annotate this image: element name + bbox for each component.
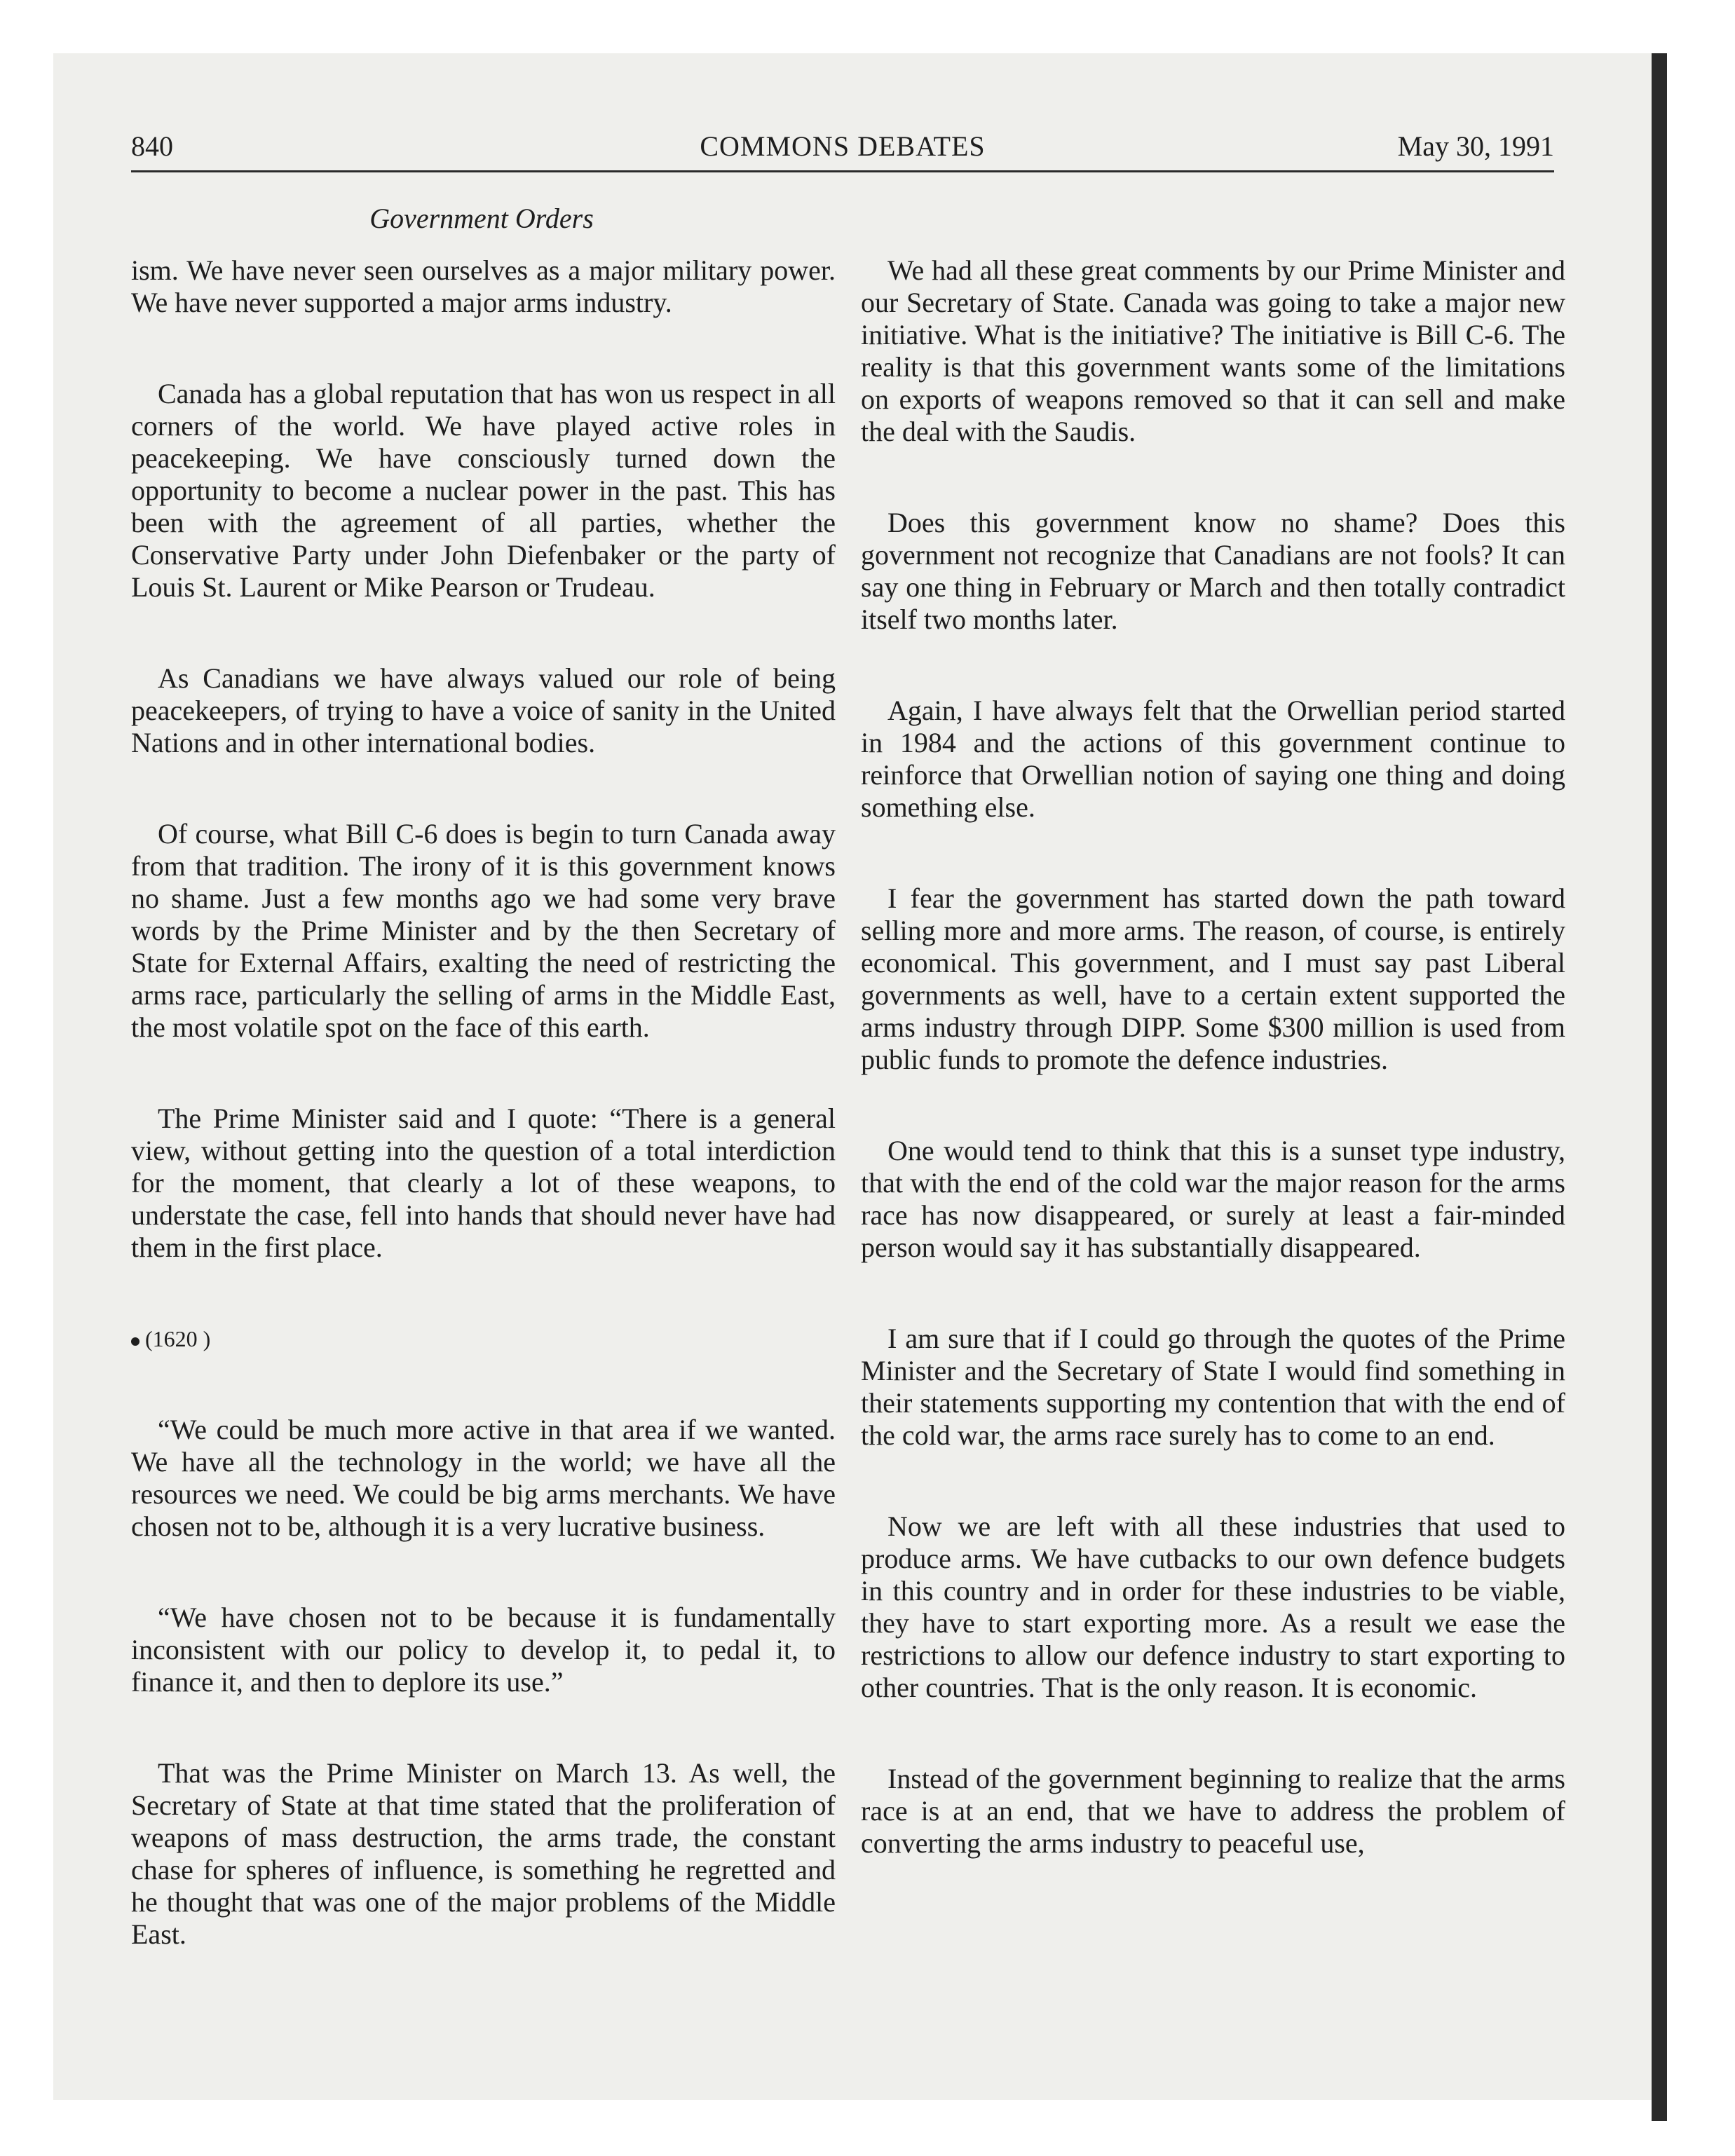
bullet-icon xyxy=(131,1337,140,1346)
paragraph: Instead of the government beginning to realize that the arms race is at an end, that we have to address the problem of converting the arms industry to peaceful use, xyxy=(861,1763,1565,1859)
paragraph: As Canadians we have always valued our role of being peacekeepers, of trying to have a voice of sanity in the United Nations and in other international bodies. xyxy=(131,662,836,758)
left-column xyxy=(131,254,836,2010)
time-marker xyxy=(131,1323,836,1355)
paragraph: One would tend to think that this is a sunset type industry, that with the end of the cold war the major reason for the arms race has now disappeared, or surely at least a fair-minded person would say it has substantially disappeared. xyxy=(861,1135,1565,1263)
page-header xyxy=(131,130,1554,169)
paragraph: Now we are left with all these industries that used to produce arms. We have cutbacks to our own defence budgets in this country and in order for these industries to be viable, they have to start exporting more. As a result we ease the restrictions to allow our defence industry to start exporting to other countries. That is the only reason. It is economic. xyxy=(861,1510,1565,1703)
scan-edge-shadow xyxy=(1652,53,1667,2121)
time-marker-text: (1620 ) xyxy=(145,1326,211,1351)
publication-date: May 30, 1991 xyxy=(1397,130,1554,162)
paragraph: Canada has a global reputation that has won us respect in all corners of the world. We have played active roles in peacekeeping. We have consciously turned down the opportunity to become a nuclear power in the past. This has been with the agreement of all parties, whether the Conservative Party under John Diefenbaker or the party of Louis St. Laurent or Mike Pearson or Trudeau. xyxy=(131,378,836,603)
paragraph: Of course, what Bill C-6 does is begin to turn Canada away from that tradition. The irony of it is this government knows no shame. Just a few months ago we had some very brave words by the Prime Minister and by the then Secretary of State for External Affairs, exalting the need of restricting the arms race, particularly the selling of arms in the Middle East, the most volatile spot on the face of this earth. xyxy=(131,818,836,1043)
publication-title: COMMONS DEBATES xyxy=(700,130,986,162)
paragraph: Again, I have always felt that the Orwellian period started in 1984 and the actions of this government continue to reinforce that Orwellian notion of saying one thing and doing something else. xyxy=(861,695,1565,823)
paragraph: ism. We have never seen ourselves as a major military power. We have never supported a major arms industry. xyxy=(131,254,836,318)
paragraph: That was the Prime Minister on March 13. As well, the Secretary of State at that time stated that the proliferation of weapons of mass destruction, the arms trade, the constant chase for spheres of influence, is something he regretted and he thought that was one of the major problems of the Middle East. xyxy=(131,1757,836,1950)
paragraph: Does this government know no shame? Does this government not recognize that Canadians are not fools? It can say one thing in February or March and then totally contradict itself two months later. xyxy=(861,507,1565,635)
page-number: 840 xyxy=(131,130,173,162)
header-rule xyxy=(131,170,1554,172)
paragraph: The Prime Minister said and I quote: “There is a general view, without getting into the question of a total interdiction for the moment, that clearly a lot of these weapons, to understate the case, fell into hands that should never have had them in the first place. xyxy=(131,1103,836,1263)
section-title: Government Orders xyxy=(369,203,594,234)
paragraph: “We have chosen not to be because it is fundamentally inconsistent with our policy to develop it, to pedal it, to finance it, and then to deplore its use.” xyxy=(131,1602,836,1698)
right-column xyxy=(861,254,1565,1918)
paragraph: I fear the government has started down the path toward selling more and more arms. The reason, of course, is entirely economical. This government, and I must say past Liberal governments as well, have to a certain extent supported the arms industry through DIPP. Some $300 million is used from public funds to promote the defence industries. xyxy=(861,882,1565,1075)
paragraph: “We could be much more active in that area if we wanted. We have all the technology in the world; we have all the resources we need. We could be big arms merchants. We have chosen not to be, although it is a very lucrative business. xyxy=(131,1414,836,1542)
paragraph: I am sure that if I could go through the quotes of the Prime Minister and the Secretary of State I would find something in their statements supporting my contention that with the end of the cold war, the arms race surely has to come to an end. xyxy=(861,1323,1565,1451)
paragraph: We had all these great comments by our Prime Minister and our Secretary of State. Canada was going to take a major new initiative. What is the initiative? The initiative is Bill C-6. The reality is that this government wants some of the limitations on exports of weapons removed so that it can sell and make the deal with the Saudis. xyxy=(861,254,1565,447)
